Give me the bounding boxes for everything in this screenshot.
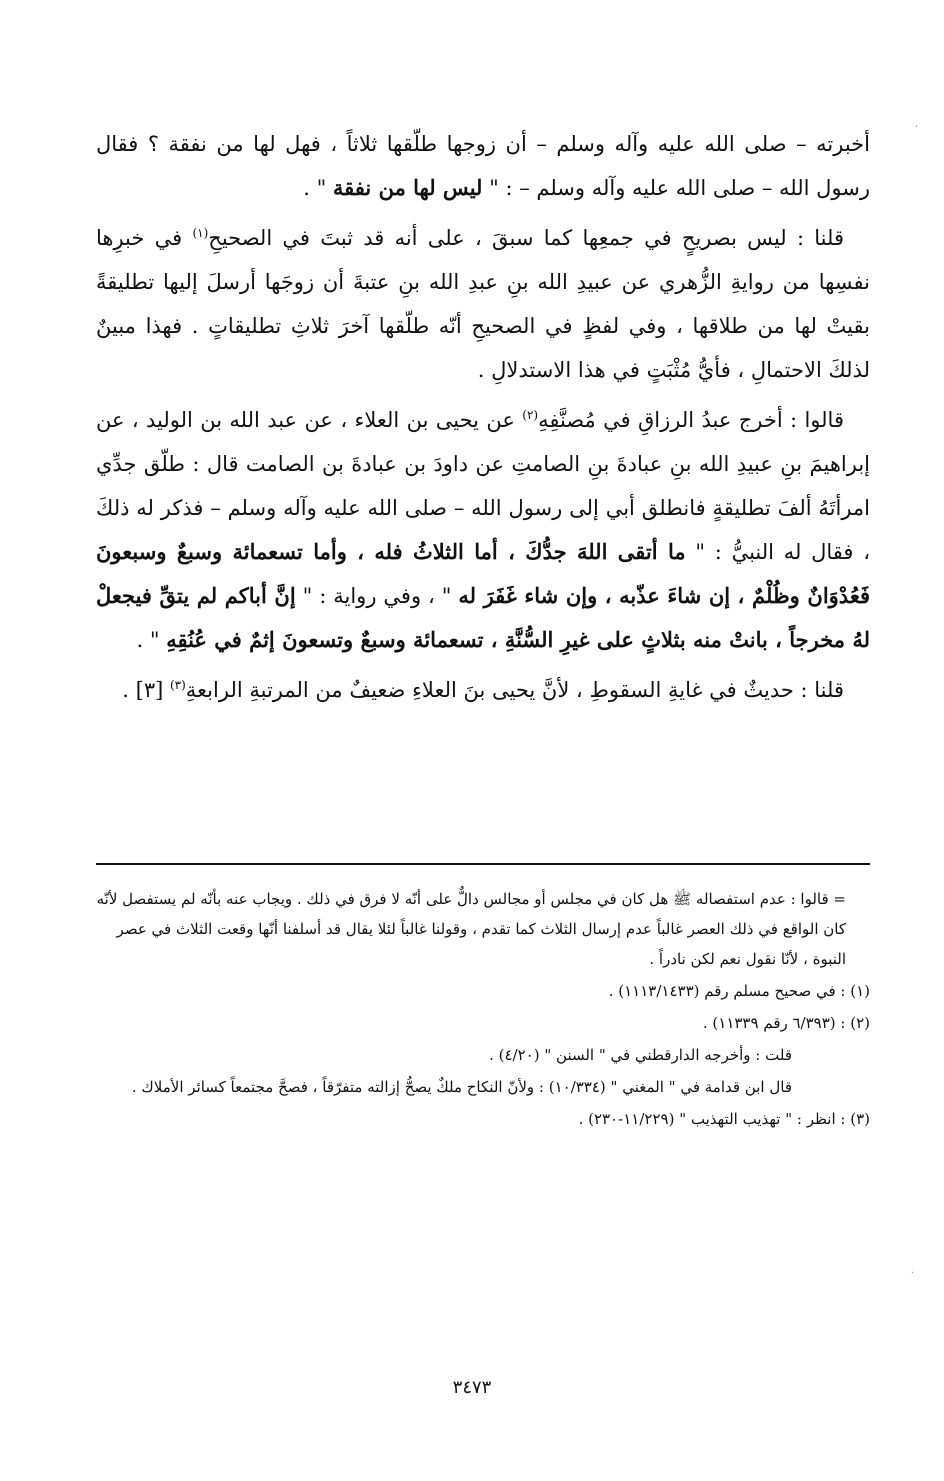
paragraph-2: قلنا : ليس بصريحٍ في جمعِها كما سبقَ ، على أنه قد ثبتَ في الصحيحِ$^{(١)}$ في خبرِها نفسِها من روايةِ الزُّهري عن عبيدِ الله بنِ عبدِ الله بنِ عتبةَ أن زوجَها أرسلَ إليها تطليقةً بقيتْ لها من طلاقها ، وفي لفظٍ في الصحيحِ أنّه طلّقها آخرَ ثلاثِ تطليقاتٍ . فهذا مبينٌ لذلكَ الاحتمالِ ، فأيُّ مُثْبَتٍ في هذا الاستدلالِ .	[96, 226, 870, 382]
scan-speck: ·	[914, 122, 918, 133]
footnote-2: (٢) : (٦/٣٩٣ رقم ١١٣٣٩) .	[702, 1014, 870, 1032]
footnote-continuation: = قالوا : عدم استفصاله ﷺ هل كان في مجلس أو مجالس دالٌّ على أنّه لا فرق في ذلك . ويجاب عنه بأنّه لم يستفصل لأنّه كان الواقع في ذلك العصر غالباً عدم إرسال الثلاث كما تقدم ، وقولنا غالباً لئلا يقال قد أسلفنا أنّها وقعت الثلاث في عصر النبوة ، لأنّا نقول نعم لكن نادراً .	[96, 890, 846, 968]
hadith-quote: إنَّ أباكم لم يتقِّ فيجعلْ لهُ مخرجاً ، بانتْ منه بثلاثٍ على غيرِ السُّنَّةِ ، تسعمائة وسبعٌ وتسعونَ إثمٌ في عُنُقِهِ	[96, 583, 870, 652]
footnote-ref-3: (٣)	[169, 678, 186, 692]
hadith-quote: ما أتقى اللهَ جدُّكَ ، أما الثلاثُ فله ، وأما تسعمائة وسبعٌ وسبعونَ فَعُدْوَانٌ وظُلْمٌ ، إن شاءَ عذّبه ، وإن شاء غَفَرَ له	[96, 539, 870, 608]
footnote-3: (٣) : انظر : " تهذيب التهذيب " (١١/٢٢٩-٢٣٠) .	[578, 1110, 870, 1128]
footnote-ref-2: (٢)	[522, 408, 539, 422]
paragraph-1: أخبرته – صلى الله عليه وآله وسلم – أن زوجها طلّقها ثلاثاً ، فهل لها من نفقة ؟ فقال رسول الله – صلى الله عليه وآله وسلم – : " ليس لها من نفقة " .	[96, 132, 870, 200]
footnote-2-note: قلت : وأخرجه الدارقطني في " السنن " (٤/٢٠) .	[489, 1046, 792, 1064]
footnotes	[96, 884, 870, 1136]
main-text	[96, 122, 870, 718]
paragraph-3: قالوا : أخرج عبدُ الرزاقِ في مُصنَّفِهِ$^{(٢)}$ عن يحيى بن العلاء ، عن عبد الله بن الوليد ، عن إبراهيمَ بنِ عبيدِ الله بنِ عبادةَ بنِ الصامتِ عن داودَ بن عبادةَ بن الصامت قال : طلّق جدِّي امرأتَهُ ألفَ تطليقةٍ فانطلق أبي إلى رسول الله – صلى الله عليه وآله وسلم – فذكر له ذلكَ ، فقال له النبيُّ : " ما أتقى اللهَ جدُّكَ ، أما الثلاثُ فله ، وأما تسعمائة وسبعٌ وسبعونَ فَعُدْوَانٌ وظُلْمٌ ، إن شاءَ عذّبه ، وإن شاء غَفَرَ له " ، وفي رواية : " إنَّ أباكم لم يتقِّ فيجعلْ لهُ مخرجاً ، بانتْ منه بثلاثٍ على غيرِ السُّنَّةِ ، تسعمائة وسبعٌ وتسعونَ إثمٌ في عُنُقِهِ " .	[96, 408, 870, 652]
paragraph-4: قلنا : حديثٌ في غايةِ السقوطِ ، لأنَّ يحيى بنَ العلاءِ ضعيفٌ من المرتبةِ الرابعةِ$^{(٣)}$ [٣] .	[122, 678, 844, 702]
hadith-quote: ليس لها من نفقة	[332, 175, 483, 200]
page-number: ٣٤٧٣	[452, 1377, 492, 1398]
footnote-ref-1: (١)	[192, 226, 209, 240]
scan-speck: ·	[910, 1268, 914, 1279]
footnote-divider	[96, 863, 870, 865]
footnote-1: (١) : في صحيح مسلم رقم (١١١٣/١٤٣٣) .	[608, 982, 870, 1000]
footnote-2-quote: قال ابن قدامة في " المغني " (١٠/٣٣٤) : ولأنّ النكاح ملكٌ يصحُّ إزالته متفرّقاً ، فصحَّ مجتمعاً كسائر الأملاك .	[131, 1078, 792, 1096]
